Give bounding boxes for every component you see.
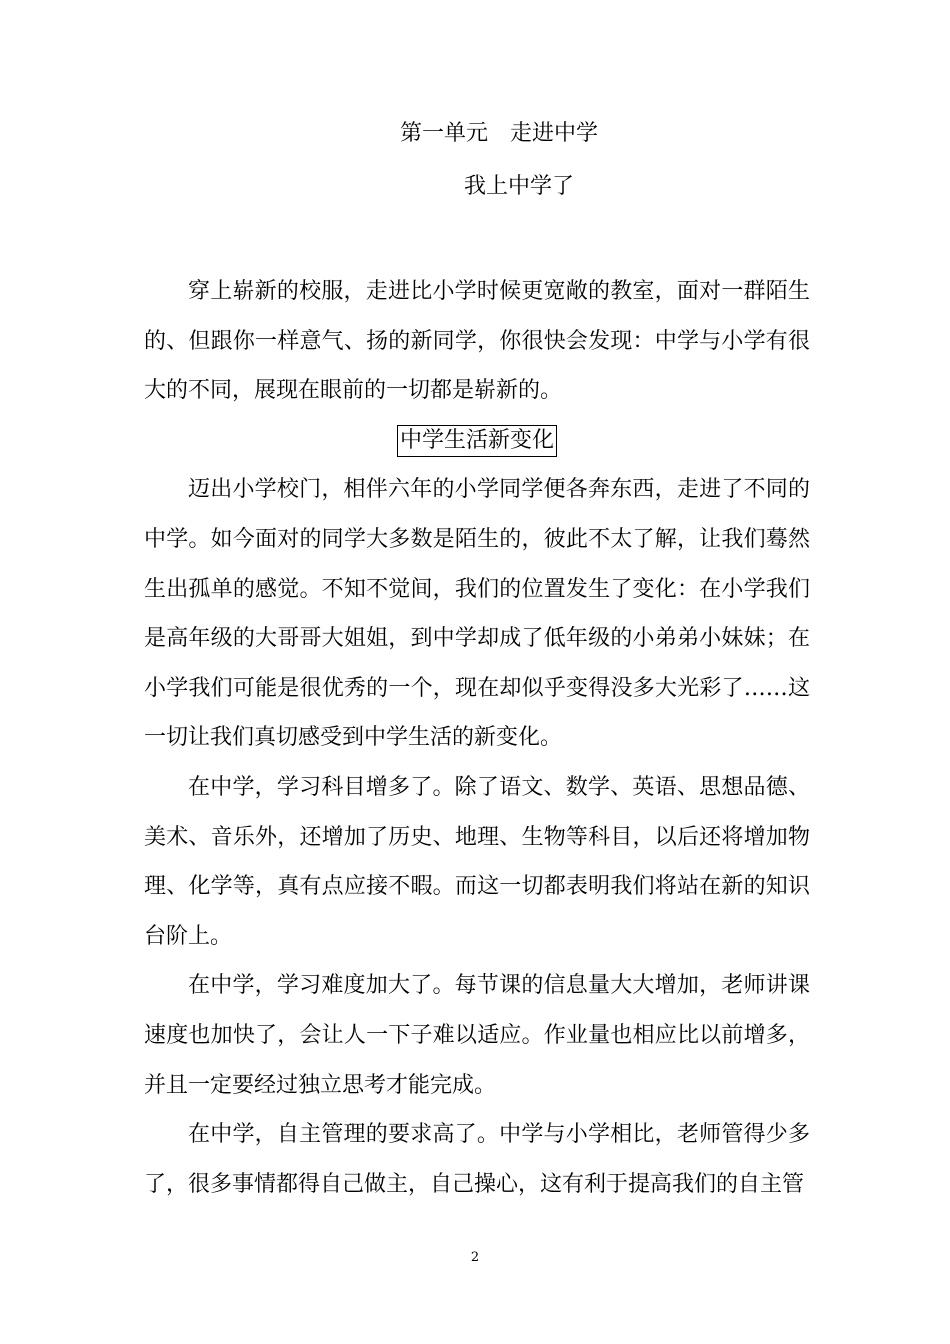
section-heading-box: 中学生活新变化 (397, 425, 557, 457)
body-text (144, 267, 810, 1209)
section-heading (144, 416, 810, 466)
paragraph-4: 在中学，自主管理的要求高了。中学与小学相比，老师管得少多了，很多事情都得自己做主，自己操心，这有利于提高我们的自主管 (144, 1122, 810, 1197)
paragraph-2: 在中学，学习科目增多了。除了语文、数学、英语、思想品德、美术、音乐外，还增加了历史、地理、生物等科目，以后还将增加物理、化学等，真有点应接不暇。而这一切都表明我们将站在新的知识台阶上。 (144, 774, 810, 949)
lesson-title: 我上中学了 (463, 174, 574, 199)
paragraph-3: 在中学，学习难度加大了。每节课的信息量大大增加，老师讲课速度也加快了，会让人一下子难以适应。作业量也相应比以前增多，并且一定要经过独立思考才能完成。 (144, 973, 810, 1098)
page-number: 2 (470, 1250, 480, 1265)
unit-label: 第一单元 (399, 121, 488, 146)
intro-paragraph: 穿上崭新的校服，走进比小学时候更宽敞的教室，面对一群陌生的、但跟你一样意气、扬的新同学，你很快会发现：中学与小学有很大的不同，展现在眼前的一切都是崭新的。 (144, 279, 810, 404)
unit-title (0, 118, 950, 150)
unit-name: 走进中学 (510, 121, 599, 146)
paragraph-1: 迈出小学校门，相伴六年的小学同学便各奔东西，走进了不同的中学。如今面对的同学大多数是陌生的，彼此不太了解，让我们蓦然生出孤单的感觉。不知不觉间，我们的位置发生了变化：在小学我们是高年级的大哥哥大姐姐，到中学却成了低年级的小弟弟小妹妹；在小学我们可能是很优秀的一个，现在却似乎变得没多大光彩了……这一切让我们真切感受到中学生活的新变化。 (144, 477, 810, 751)
